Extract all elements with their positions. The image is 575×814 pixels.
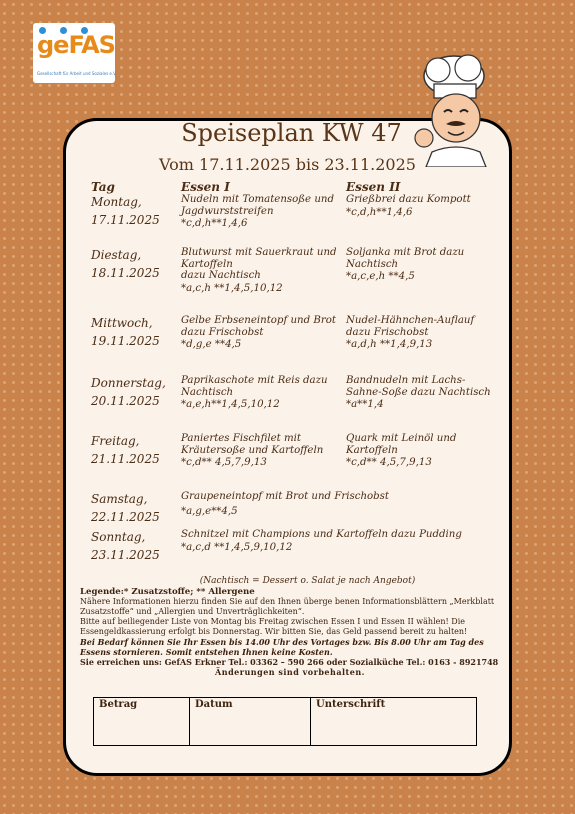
day-label <box>91 491 181 525</box>
dish-name: Gelbe Erbseneintopf und Brot dazu Frischobst <box>181 315 336 338</box>
header-essen2: Essen II <box>346 180 401 194</box>
allergen-code: *a,c,d **1,4,5,9,10,12 <box>181 541 293 553</box>
essen2-cell <box>346 247 501 283</box>
essen1-cell <box>181 375 341 411</box>
gefas-logo <box>33 23 115 83</box>
legend: Legende:* Zusatzstoffe; ** Allergene <box>80 587 255 597</box>
allergen-code: *c,d,h**1,4,6 <box>181 218 248 229</box>
day-label <box>91 433 181 467</box>
dish-name: Nudeln mit Tomatensoße und Jagdwurststreifen <box>181 194 334 217</box>
day-name: Freitag, <box>91 434 140 448</box>
dish-name: Paprikaschote mit Reis dazu Nachtisch <box>181 375 328 398</box>
allergen-code: *a,e,h**1,4,5,10,12 <box>181 399 280 410</box>
page-title: Speiseplan KW 47 <box>181 119 402 147</box>
day-date: 23.11.2025 <box>91 548 160 562</box>
dish-name: Grießbrei dazu Kompott <box>346 194 471 205</box>
day-date: 18.11.2025 <box>91 266 160 280</box>
allergen-code: *d,g,e **4,5 <box>181 339 242 350</box>
allergen-code: *a,c,e,h **4,5 <box>346 271 415 282</box>
day-date: 20.11.2025 <box>91 394 160 408</box>
day-date: 21.11.2025 <box>91 452 160 466</box>
day-name: Samstag, <box>91 492 148 506</box>
day-label <box>91 194 181 228</box>
allergen-code: *c,d,h**1,4,6 <box>346 206 413 218</box>
allergen-code: *a,c,h **1,4,5,10,12 <box>181 282 283 294</box>
allergen-code: *a,d,h **1,4,9,13 <box>346 339 433 350</box>
essen1-cell <box>181 315 341 351</box>
day-name: Sonntag, <box>91 530 146 544</box>
day-date: 17.11.2025 <box>91 213 160 227</box>
day-name: Donnerstag, <box>91 376 166 390</box>
dish-name: Nudel-Hähnchen-Auflauf dazu Frischobst <box>346 315 475 338</box>
essen2-cell <box>346 375 501 411</box>
header-essen1: Essen I <box>181 180 230 194</box>
dish-name: Graupeneintopf mit Brot und Frischobst <box>181 491 389 502</box>
dish-name: Soljanka mit Brot dazu Nachtisch <box>346 247 465 270</box>
dish-name: Bandnudeln mit Lachs-Sahne-Soße dazu Nachtisch <box>346 375 491 398</box>
essen2-cell <box>346 315 501 351</box>
day-label <box>91 375 181 409</box>
header-day: Tag <box>91 180 115 194</box>
allergen-code: *a,g,e**4,5 <box>181 505 238 517</box>
single-menu-cell <box>181 491 501 517</box>
info-line: Bitte auf beiliegender Liste von Montag bis Freitag zwischen Essen I und Essen II wählen! Die Essengeldkassierung erfolgt bis Donnerstag. Wir bitten Sie, das Geld passend bereit zu halten! <box>80 617 468 636</box>
essen1-cell <box>181 247 341 294</box>
cancellation-note: Bei Bedarf können Sie Ihr Essen bis 14.00 Uhr des Vortages bzw. Bis 8.00 Uhr am Tag des Essens stornieren. Somit entstehen Ihnen keine Kosten. <box>80 637 484 657</box>
essen1-cell <box>181 194 341 230</box>
dish-name: Quark mit Leinöl und Kartoffeln <box>346 433 457 456</box>
dessert-note: (Nachtisch = Dessert o. Salat je nach Angebot) <box>199 576 416 586</box>
chef-icon <box>410 52 502 167</box>
info-line: Nähere Informationen hierzu finden Sie auf den Ihnen überge benen Informationsblättern „Merkblatt Zusatzstoffe“ und „Allergien und Unverträglichkeiten“. <box>80 597 495 616</box>
changes-reserved: Änderungen sind vorbehalten. <box>215 667 365 677</box>
dish-extra: dazu Nachtisch <box>181 270 261 281</box>
unterschrift-cell: Unterschrift <box>316 699 386 710</box>
day-label <box>91 247 181 281</box>
logo-text: geFAS <box>37 31 115 59</box>
essen2-cell <box>346 433 501 469</box>
date-range: Vom 17.11.2025 bis 23.11.2025 <box>159 155 416 174</box>
dish-name: Schnitzel mit Champions und Kartoffeln dazu Pudding <box>181 529 462 540</box>
dish-name: Blutwurst mit Sauerkraut und Kartoffeln <box>181 247 337 270</box>
day-date: 22.11.2025 <box>91 510 160 524</box>
logo-subtitle: Gesellschaft für Arbeit und Soziales e.V. <box>37 71 117 76</box>
betrag-cell: Betrag <box>94 698 190 745</box>
day-label <box>91 315 181 349</box>
info-block <box>80 587 500 677</box>
dish-name: Paniertes Fischfilet mit Kräutersoße und Kartoffeln <box>181 433 324 456</box>
essen1-cell <box>181 433 341 469</box>
datum-cell: Datum <box>190 698 311 745</box>
signature-table <box>93 697 477 746</box>
day-date: 19.11.2025 <box>91 334 160 348</box>
day-label <box>91 529 181 563</box>
allergen-code: *c,d** 4,5,7,9,13 <box>346 457 432 468</box>
day-name: Diestag, <box>91 248 142 262</box>
allergen-code: *c,d** 4,5,7,9,13 <box>181 457 267 468</box>
essen2-cell <box>346 194 501 218</box>
contact-line: Sie erreichen uns: GefAS Erkner Tel.: 03362 – 590 266 oder Sozialküche Tel.: 0163 - 8921748 <box>80 657 499 667</box>
day-name: Mittwoch, <box>91 316 153 330</box>
single-menu-cell <box>181 529 501 553</box>
day-name: Montag, <box>91 195 142 209</box>
allergen-code: *a**1,4 <box>346 399 384 410</box>
